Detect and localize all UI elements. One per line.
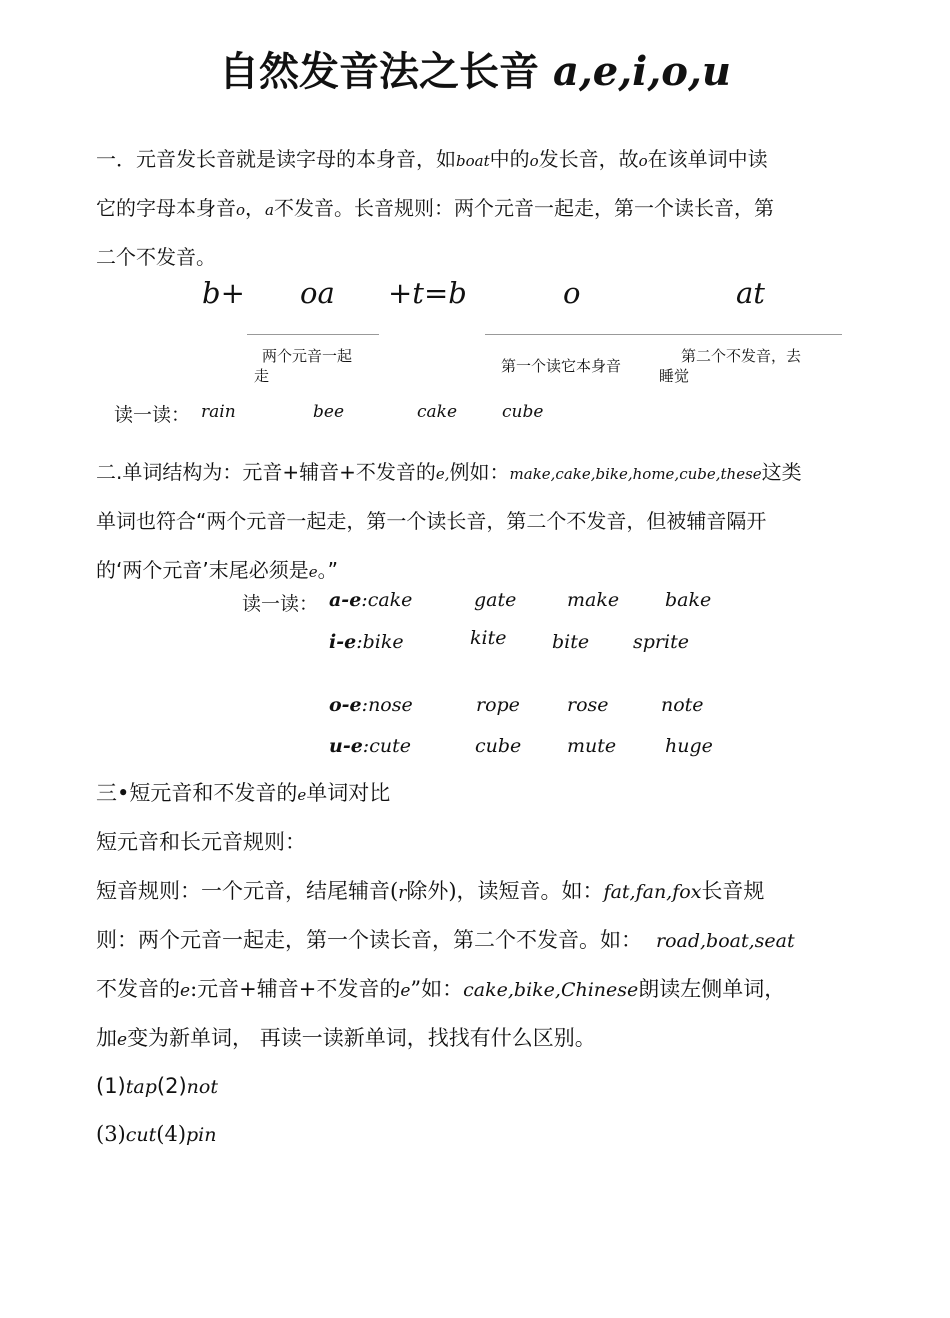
- diagram-o: o: [563, 276, 581, 310]
- section1-line2: 它的字母本身音o，a不发音。长音规则：两个元音一起走，第一个读长音，第: [96, 196, 774, 220]
- diagram-caption-left-1: 两个元音一起: [262, 347, 353, 365]
- section1-line1: 一．元音发长音就是读字母的本身音，如boat中的o发长音，故o在该单词中读: [96, 147, 768, 171]
- diagram-underline-right: [485, 334, 842, 335]
- title-en: a,e,i,o,u: [552, 48, 731, 95]
- read2-word: bake: [665, 589, 712, 611]
- section2-line2: 单词也符合“两个元音一起走，第一个读长音，第二个不发音，但被辅音隔开: [96, 509, 767, 533]
- diagram-b-plus: b+: [202, 276, 245, 310]
- section2-line1: 二.单词结构为：元音+辅音+不发音的e,例如：make,cake,bike,home,cube,these这类: [96, 460, 802, 484]
- pattern-row-i-e: i-e:bike: [329, 631, 404, 653]
- pattern-row-u-e: u-e:cute: [329, 735, 411, 757]
- diagram-caption-right-1: 第二个不发音，去: [681, 347, 802, 365]
- read2-word: cube: [475, 735, 522, 757]
- section3-rules-title: 短元音和长元音规则：: [96, 830, 306, 854]
- read2-word: huge: [665, 735, 713, 757]
- read2-word: mute: [567, 735, 617, 757]
- title-zh: 自然发音法之长音: [219, 49, 540, 95]
- read2-label: 读一读：: [242, 593, 319, 615]
- section3-rule-line2: 则：两个元音一起走，第一个读长音，第二个不发音。如： road,boat,seat: [96, 928, 795, 952]
- exercise-line2: (3)cut(4)pin: [96, 1122, 217, 1146]
- pattern-row-o-e: o-e:nose: [329, 694, 413, 716]
- diagram-caption-mid: 第一个读它本身音: [501, 357, 622, 375]
- read2-word: rope: [476, 694, 520, 716]
- read2-word: gate: [474, 589, 517, 611]
- diagram-t-eq-b: +t=b: [388, 276, 467, 310]
- section3-rule-line3: 不发音的e:元音+辅音+不发音的e”如：cake,bike,Chinese朗读左侧单词，: [96, 977, 786, 1001]
- exercise-line1: (1)tap(2)not: [96, 1074, 218, 1098]
- page-title: [0, 40, 950, 97]
- read1-word: bee: [313, 402, 345, 422]
- section1-line3: 二个不发音。: [96, 245, 216, 269]
- diagram-underline-left: [247, 334, 379, 335]
- read1-word: rain: [201, 402, 236, 422]
- read2-word: rose: [567, 694, 609, 716]
- read1-word: cube: [502, 402, 544, 422]
- section2-line3: 的‘两个元音’末尾必须是e。”: [96, 558, 338, 582]
- section3-rule-line1: 短音规则：一个元音，结尾辅音(r除外)，读短音。如：fat,fan,fox长音规: [96, 879, 765, 903]
- diagram-caption-right-2: 睡觉: [659, 367, 690, 385]
- section3-rule-line4: 加e变为新单词， 再读一读新单词，找找有什么区别。: [96, 1026, 596, 1050]
- section3-heading: 三•短元音和不发音的e单词对比: [96, 781, 391, 805]
- read2-word: note: [661, 694, 704, 716]
- read2-word: sprite: [633, 631, 689, 653]
- read2-word: kite: [470, 627, 507, 649]
- diagram-oa: oa: [300, 276, 335, 310]
- pattern-row-a-e: a-e:cake: [329, 589, 413, 611]
- diagram-caption-left-2: 走: [254, 367, 270, 385]
- read1-word: cake: [417, 402, 458, 422]
- read1-label: 读一读：: [114, 404, 191, 426]
- read2-word: make: [567, 589, 620, 611]
- diagram-at: at: [736, 276, 765, 310]
- read2-word: bite: [552, 631, 590, 653]
